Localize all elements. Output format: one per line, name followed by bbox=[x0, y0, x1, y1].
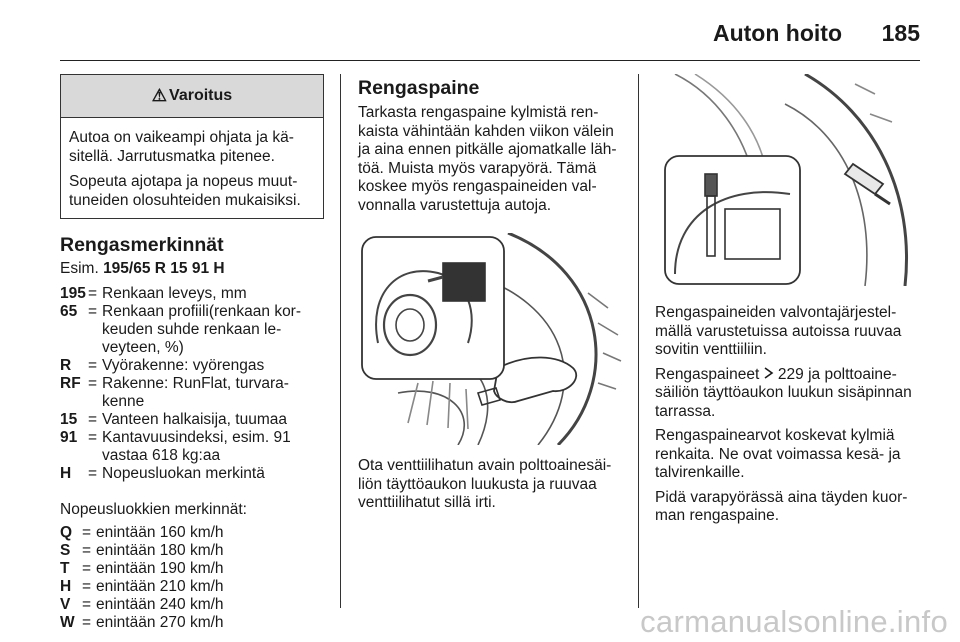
speed-class-intro: Nopeusluokkien merkinnät: bbox=[60, 500, 247, 518]
list-item: H = Nopeusluokan merkintä bbox=[60, 464, 265, 482]
tire-marking-list bbox=[60, 285, 324, 483]
list-item: S = enintään 180 km/h bbox=[60, 542, 224, 559]
list-item: 65 = Renkaan profiili(renkaan kor-keuden suhde renkaan le-veyteen, %) bbox=[60, 302, 302, 356]
illustration-caption: Ota venttiilihatun avain polttoainesäi-liön täyttöaukon luukusta ja ruuvaa venttiilihatut sillä irti. bbox=[358, 457, 612, 511]
paragraph: Rengaspainearvot koskevat kylmiä renkaita. Ne ovat voimassa kesä- ja talvirenkaille. bbox=[655, 427, 901, 481]
warning-heading: Varoitus bbox=[169, 87, 233, 104]
tire-markings-heading: Rengasmerkinnät bbox=[60, 234, 224, 256]
valve-adapter-illustration bbox=[655, 74, 920, 286]
paragraph: Rengaspaineet 229 ja polttoaine-säiliön täyttöaukon luukun sisäpinnan tarrassa. bbox=[655, 365, 912, 420]
list-item: R = Vyörakenne: vyörengas bbox=[60, 356, 265, 374]
watermark: carmanualsonline.info bbox=[640, 604, 948, 639]
paragraph: Pidä varapyörässä aina täyden kuor-man rengaspaine. bbox=[655, 488, 908, 524]
example-prefix: Esim. bbox=[60, 260, 99, 277]
page-header bbox=[60, 14, 920, 60]
list-item: 195 = Renkaan leveys, mm bbox=[60, 284, 247, 302]
warning-header bbox=[61, 75, 323, 118]
column-middle bbox=[358, 74, 622, 513]
warning-box bbox=[60, 74, 324, 219]
warning-triangle-icon: ⚠ bbox=[151, 86, 168, 105]
list-item: V = enintään 240 km/h bbox=[60, 596, 224, 613]
column-divider bbox=[638, 74, 639, 608]
paragraph: Rengaspaineiden valvontajärjestel-mällä varustetuissa autoissa ruuvaa sovitin venttiiliin. bbox=[655, 304, 902, 358]
tire-pressure-intro: Tarkasta rengaspaine kylmistä ren-kaista vähintään kahden viikon välein ja aina ennen pitkälle ajomatkalle läh-töä. Muista myös varapyörä. Tämä koskee myös rengaspaineiden val-vonnalla varustettuja autoja. bbox=[358, 104, 617, 214]
page-number: 185 bbox=[881, 20, 920, 46]
column-left bbox=[60, 74, 324, 632]
reference-arrow-icon bbox=[764, 366, 774, 385]
section-title: Auton hoito bbox=[712, 20, 842, 46]
tire-pressure-heading: Rengaspaine bbox=[358, 77, 480, 99]
list-item: T = enintään 190 km/h bbox=[60, 560, 224, 577]
warning-body bbox=[61, 118, 323, 218]
warning-paragraph: Sopeuta ajotapa ja nopeus muut-tuneiden olosuhteiden mukaisiksi. bbox=[69, 173, 301, 209]
list-item: H = enintään 210 km/h bbox=[60, 578, 224, 595]
header-rule bbox=[60, 60, 920, 61]
list-item: W = enintään 270 km/h bbox=[60, 614, 224, 631]
list-item: 91 = Kantavuusindeksi, esim. 91 vastaa 618 kg:aa bbox=[60, 428, 291, 464]
example-code: 195/65 R 15 91 H bbox=[103, 260, 225, 277]
fuel-flap-valve-cap-illustration bbox=[358, 233, 622, 445]
column-divider bbox=[340, 74, 341, 608]
list-item: RF = Rakenne: RunFlat, turvara-kenne bbox=[60, 374, 289, 410]
warning-paragraph: Autoa on vaikeampi ohjata ja kä-sitellä. Jarrutusmatka pitenee. bbox=[69, 129, 294, 165]
list-item: 15 = Vanteen halkaisija, tuumaa bbox=[60, 410, 287, 428]
column-right bbox=[655, 74, 920, 526]
example-line bbox=[60, 260, 324, 279]
speed-class-list bbox=[60, 524, 324, 632]
list-item: Q = enintään 160 km/h bbox=[60, 524, 224, 541]
